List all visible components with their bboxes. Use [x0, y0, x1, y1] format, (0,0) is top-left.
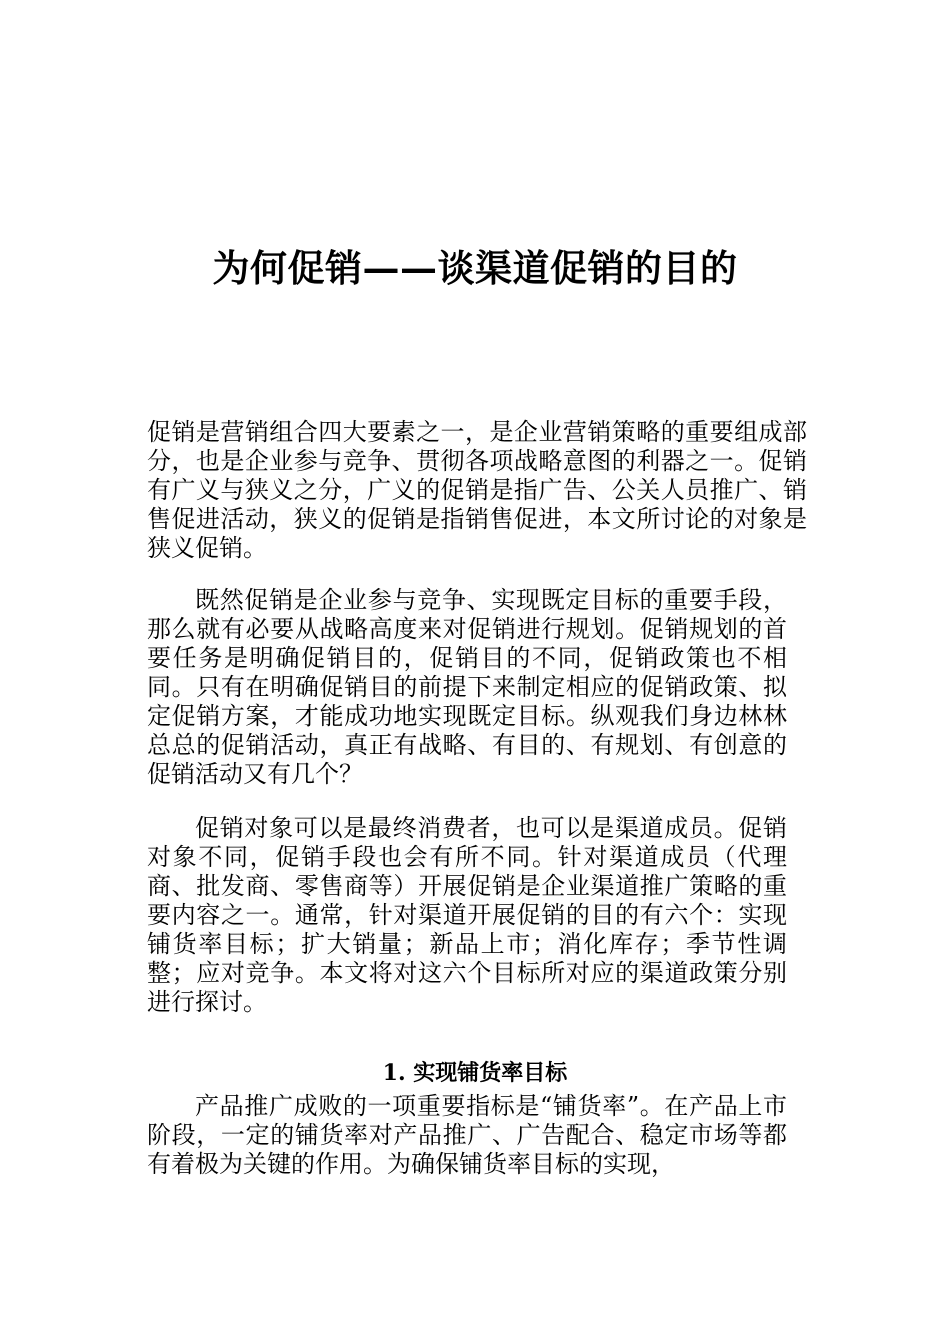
body-paragraph: 促销对象可以是最终消费者，也可以是渠道成员。促销对象不同，促销手段也会有所不同。针对渠道成员（代理商、批发商、零售商等）开展促销是企业渠道推广策略的重要内容之一。通常，针对渠道开展促销的目的有六个：实现铺货率目标；扩大销量；新品上市；消化库存；季节性调整；应对竞争。本文将对这六个目标所对应的渠道政策分别进行探讨。 [147, 814, 787, 1016]
body-paragraph: 产品推广成败的一项重要指标是“铺货率”。在产品上市阶段，一定的铺货率对产品推广、广告配合、稳定市场等都有着极为关键的作用。为确保铺货率目标的实现， [147, 1092, 787, 1178]
page-title: 为何促销——谈渠道促销的目的 [212, 245, 738, 290]
section-heading: 1. 实现铺货率目标 [382, 1060, 568, 1087]
body-paragraph: 既然促销是企业参与竞争、实现既定目标的重要手段，那么就有必要从战略高度来对促销进行规划。促销规划的首要任务是明确促销目的，促销目的不同，促销政策也不相同。只有在明确促销目的前提下来制定相应的促销政策、拟定促销方案，才能成功地实现既定目标。纵观我们身边林林总总的促销活动，真正有战略、有目的、有规划、有创意的促销活动又有几个？ [147, 586, 787, 788]
body-paragraph: 促销是营销组合四大要素之一，是企业营销策略的重要组成部分，也是企业参与竞争、贯彻各项战略意图的利器之一。促销有广义与狭义之分，广义的促销是指广告、公关人员推广、销售促进活动，狭义的促销是指销售促进，本文所讨论的对象是狭义促销。 [147, 418, 807, 562]
